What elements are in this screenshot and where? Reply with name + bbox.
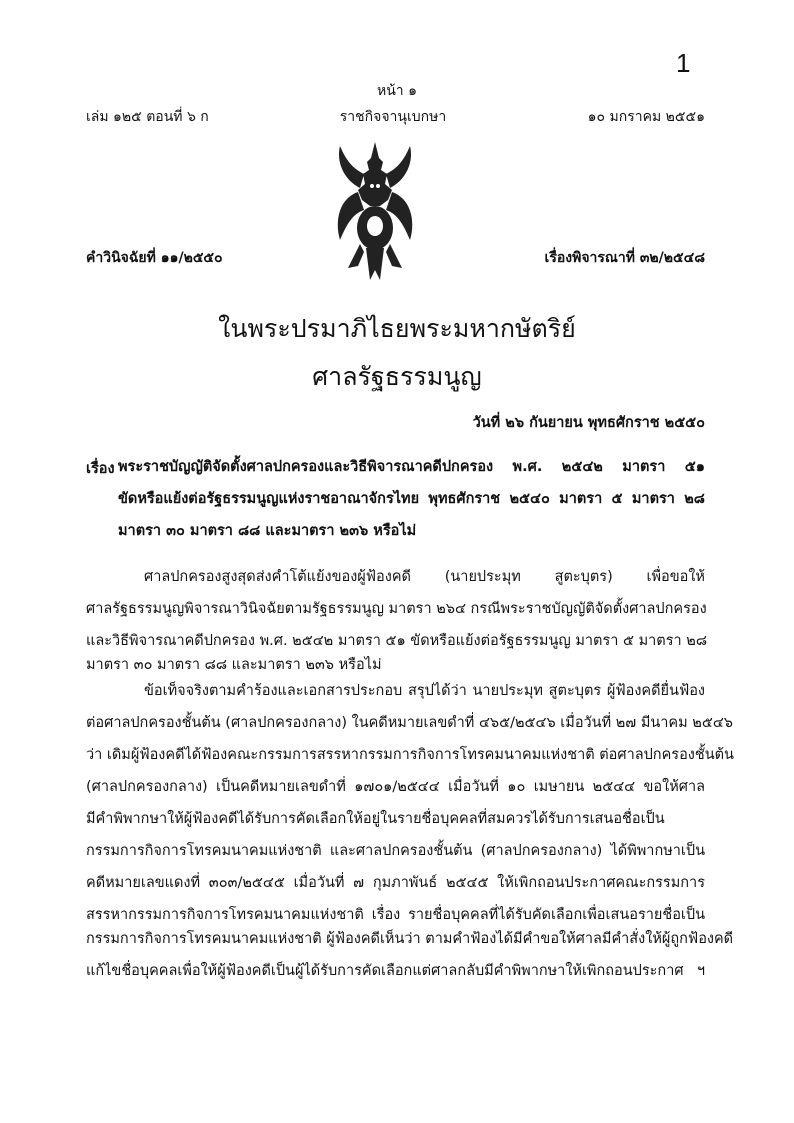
gazette-date: ๑๐ มกราคม ๒๕๕๑ bbox=[587, 109, 705, 125]
subject-line: มาตรา ๓๐ มาตรา ๘๘ และมาตรา ๒๓๖ หรือไม่ bbox=[118, 523, 417, 539]
case-number: เรื่องพิจารณาที่ ๓๒/๒๕๔๘ bbox=[544, 250, 705, 266]
paragraph-line: คดีหมายเลขแดงที่ ๓๐๓/๒๕๔๕ เมื่อวันที่ ๗ กุมภาพันธ์ ๒๕๔๕ ให้เพิกถอนประกาศคณะกรรมการ bbox=[86, 875, 705, 891]
court-title: ศาลรัฐธรรมนูญ bbox=[312, 362, 482, 391]
paragraph-line: แก้ไขชื่อบุคคลเพื่อให้ผู้ฟ้องคดีเป็นผู้ได้รับการคัดเลือกแต่ศาลกลับมีคำพิพากษาให้เพิกถอนประกาศ ฯ bbox=[86, 963, 705, 979]
paragraph-line: มีคำพิพากษาให้ผู้ฟ้องคดีได้รับการคัดเลือกให้อยู่ในรายชื่อบุคคลที่สมควรได้รับการเสนอชื่อเป็น bbox=[86, 811, 665, 827]
paragraph-line: (ศาลปกครองกลาง) เป็นคดีหมายเลขดำที่ ๑๗๐๑/๒๕๔๔ เมื่อวันที่ ๑๐ เมษายน ๒๕๔๔ ขอให้ศาล bbox=[86, 779, 705, 795]
gazette-name: ราชกิจจานุเบกษา bbox=[339, 109, 447, 125]
paragraph-line: กรรมการกิจการโทรคมนาคมแห่งชาติ และศาลปกครองชั้นต้น (ศาลปกครองกลาง) ได้พิพากษาเป็น bbox=[86, 843, 705, 859]
decision-date: วันที่ ๒๖ กันยายน พุทธศักราช ๒๕๕๐ bbox=[472, 415, 705, 431]
gazette-volume: เล่ม ๑๒๕ ตอนที่ ๖ ก bbox=[86, 109, 209, 125]
garuda-emblem-icon bbox=[330, 140, 420, 285]
decision-number: คำวินิจฉัยที่ ๑๑/๒๕๕๐ bbox=[86, 250, 223, 266]
paragraph-line: ข้อเท็จจริงตามคำร้องและเอกสารประกอบ สรุปได้ว่า นายประมุท สูตะบุตร ผู้ฟ้องคดียื่นฟ้อง bbox=[144, 683, 705, 699]
subject-line: พระราชบัญญัติจัดตั้งศาลปกครองและวิธีพิจารณาคดีปกครอง พ.ศ. ๒๕๔๒ มาตรา ๕๑ bbox=[118, 459, 705, 475]
paragraph-line: ศาลปกครองสูงสุดส่งคำโต้แย้งของผู้ฟ้องคดี (นายประมุท สูตะบุตร) เพื่อขอให้ bbox=[144, 569, 705, 585]
paragraph-line: และวิธีพิจารณาคดีปกครอง พ.ศ. ๒๕๔๒ มาตรา ๕๑ ขัดหรือแย้งต่อรัฐธรรมนูญ มาตรา ๕ มาตรา ๒๘ bbox=[86, 633, 708, 649]
paragraph-line: ว่า เดิมผู้ฟ้องคดีได้ฟ้องคณะกรรมการสรรหากรรมการกิจการโทรคมนาคมแห่งชาติ ต่อศาลปกครองชั้นต้น bbox=[86, 747, 734, 763]
subject-label: เรื่อง bbox=[86, 461, 115, 477]
paragraph-line: กรรมการกิจการโทรคมนาคมแห่งชาติ ผู้ฟ้องคดีเห็นว่า ตามคำฟ้องได้มีคำขอให้ศาลมีคำสั่งให้ผู้ถูกฟ้องคดี bbox=[86, 931, 734, 947]
paragraph-line: มาตรา ๓๐ มาตรา ๘๘ และมาตรา ๒๓๖ หรือไม่ bbox=[86, 657, 382, 673]
paragraph-line: ศาลรัฐธรรมนูญพิจารณาวินิจฉัยตามรัฐธรรมนูญ มาตรา ๒๖๔ กรณีพระราชบัญญัติจัดตั้งศาลปกครอง bbox=[86, 601, 707, 617]
paragraph-line: ต่อศาลปกครองชั้นต้น (ศาลปกครองกลาง) ในคดีหมายเลขดำที่ ๔๖๕/๒๕๔๖ เมื่อวันที่ ๒๗ มีนาคม ๒๕๔๖ bbox=[86, 715, 734, 731]
page-number: 1 bbox=[676, 48, 691, 78]
royal-title: ในพระปรมาภิไธยพระมหากษัตริย์ bbox=[218, 314, 576, 343]
paragraph-line: สรรหากรรมการกิจการโทรคมนาคมแห่งชาติ เรื่อง รายชื่อบุคคลที่ได้รับคัดเลือกเพื่อเสนอรายชื่อเป็น bbox=[86, 907, 705, 923]
gazette-page-label: หน้า ๑ bbox=[377, 83, 417, 99]
subject-line: ขัดหรือแย้งต่อรัฐธรรมนูญแห่งราชอาณาจักรไทย พุทธศักราช ๒๕๔๐ มาตรา ๕ มาตรา ๒๘ bbox=[118, 491, 705, 507]
